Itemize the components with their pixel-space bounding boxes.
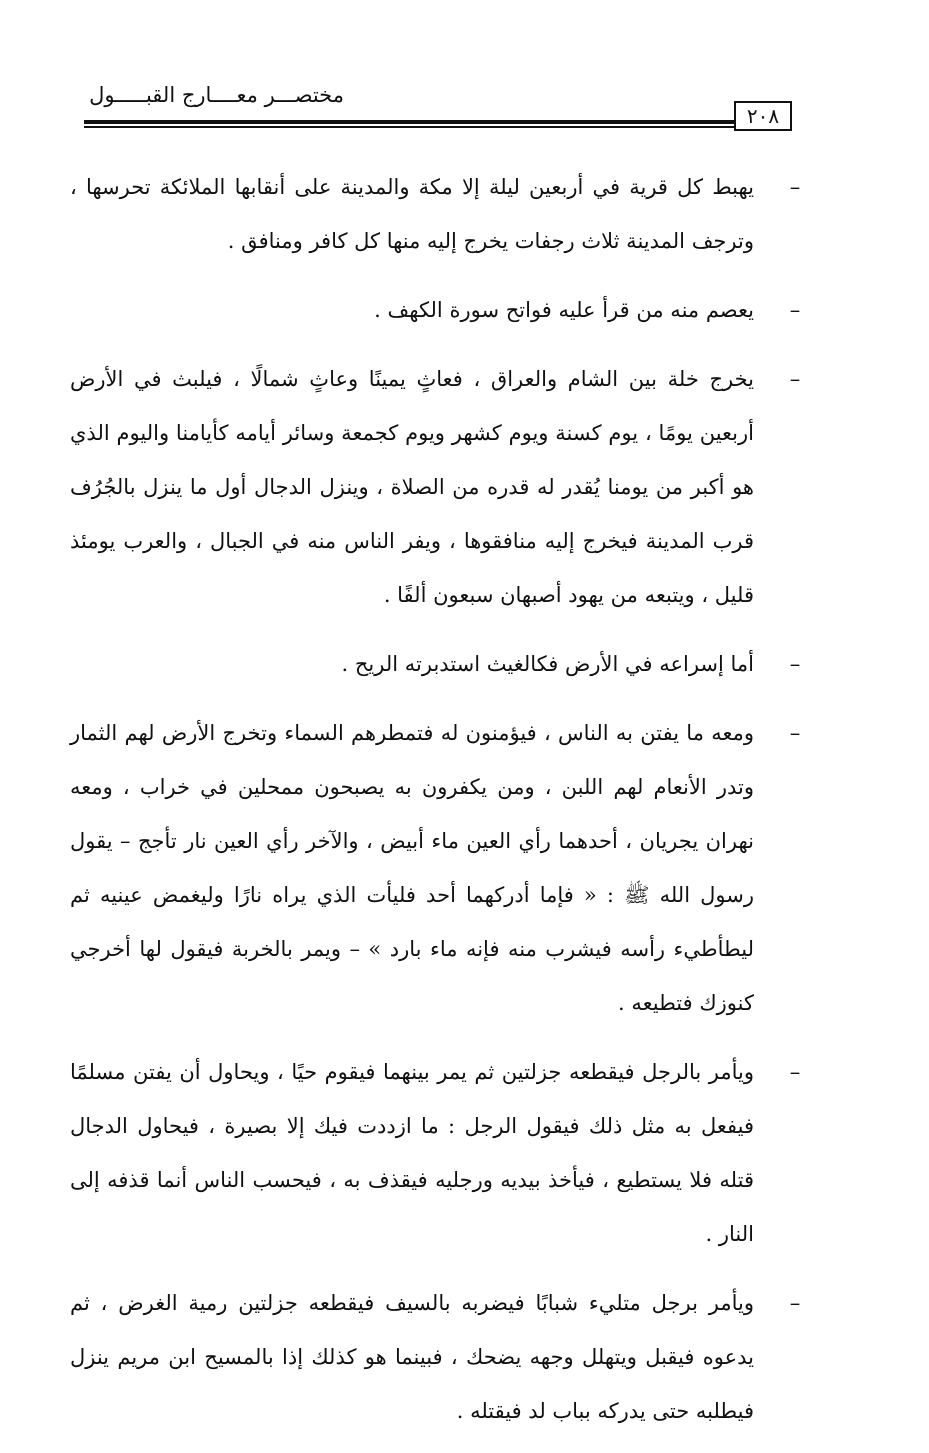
list-item bbox=[70, 352, 810, 622]
bullet-dash: – bbox=[789, 298, 801, 322]
bullet-dash: – bbox=[789, 367, 801, 391]
paragraph: أما إسراعه في الأرض فكالغيث استدبرته الريح . bbox=[341, 652, 754, 676]
bullet-dash: – bbox=[789, 721, 801, 745]
list-item bbox=[70, 637, 810, 691]
paragraph: يهبط كل قرية في أربعين ليلة إلا مكة والمدينة على أنقابها الملائكة تحرسها ، وترجف المدينة ثلاث رجفات يخرج إليه منها كل كافر ومنافق . bbox=[70, 175, 754, 253]
running-title: مختصـــر معــــارج القبـــــول bbox=[89, 83, 344, 107]
page-number: ٢٠٨ bbox=[734, 101, 792, 131]
paragraph: يخرج خلة بين الشام والعراق ، فعاثٍ يمينًا وعاثٍ شمالًا ، فيلبث في الأرض أربعين يومًا ، يوم كسنة ويوم كشهر ويوم كجمعة وسائر أيامه كأيامنا واليوم الذي هو أكبر من يومنا يُقدر له قدره من الصلاة ، وينزل الدجال أول ما ينزل بالجُرُف قرب المدينة فيخرج إليه منافقوها ، ويفر الناس منه في الجبال ، والعرب يومئذ قليل ، ويتبعه من يهود أصبهان سبعون ألفًا . bbox=[70, 367, 754, 607]
list-item bbox=[70, 160, 810, 268]
paragraph: ومعه ما يفتن به الناس ، فيؤمنون له فتمطرهم السماء وتخرج الأرض لهم الثمار وتدر الأنعام لهم اللبن ، ومن يكفرون به يصبحون ممحلين في خراب ، ومعه نهران يجريان ، أحدهما رأي العين ماء أبيض ، والآخر رأي العين نار تأجج – يقول رسول الله ﷺ : « فإما أدركهما أحد فليأت الذي يراه نارًا وليغمض عينيه ثم ليطأطيء رأسه فيشرب منه فإنه ماء بارد » – ويمر بالخربة فيقول لها أخرجي كنوزك فتطيعه . bbox=[70, 721, 754, 1015]
list-item bbox=[70, 1276, 810, 1438]
bullet-dash: – bbox=[789, 652, 801, 676]
header-rule-thick bbox=[84, 120, 734, 124]
paragraph: يعصم منه من قرأ عليه فواتح سورة الكهف . bbox=[374, 298, 754, 322]
bullet-dash: – bbox=[789, 1291, 801, 1315]
list-item bbox=[70, 706, 810, 1030]
list-item bbox=[70, 1045, 810, 1261]
header-rule-thin bbox=[84, 126, 734, 128]
bullet-dash: – bbox=[789, 1060, 801, 1084]
paragraph: ويأمر بالرجل فيقطعه جزلتين ثم يمر بينهما فيقوم حيًا ، ويحاول أن يفتن مسلمًا فيفعل به مثل ذلك فيقول الرجل : ما ازددت فيك إلا بصيرة ، فيحاول الدجال قتله فلا يستطيع ، فيأخذ بيديه ورجليه فيقذف به ، فيحسب الناس أنما قذفه إلى النار . bbox=[70, 1060, 754, 1246]
paragraph: ويأمر برجل متليء شبابًا فيضربه بالسيف فيقطعه جزلتين رمية الغرض ، ثم يدعوه فيقبل ويتهلل وجهه يضحك ، فبينما هو كذلك إذا بالمسيح ابن مريم ينزل فيطلبه حتى يدركه بباب لد فيقتله . bbox=[70, 1291, 754, 1423]
bullet-dash: – bbox=[789, 175, 801, 199]
list-item bbox=[70, 283, 810, 337]
page-body bbox=[70, 160, 810, 1453]
